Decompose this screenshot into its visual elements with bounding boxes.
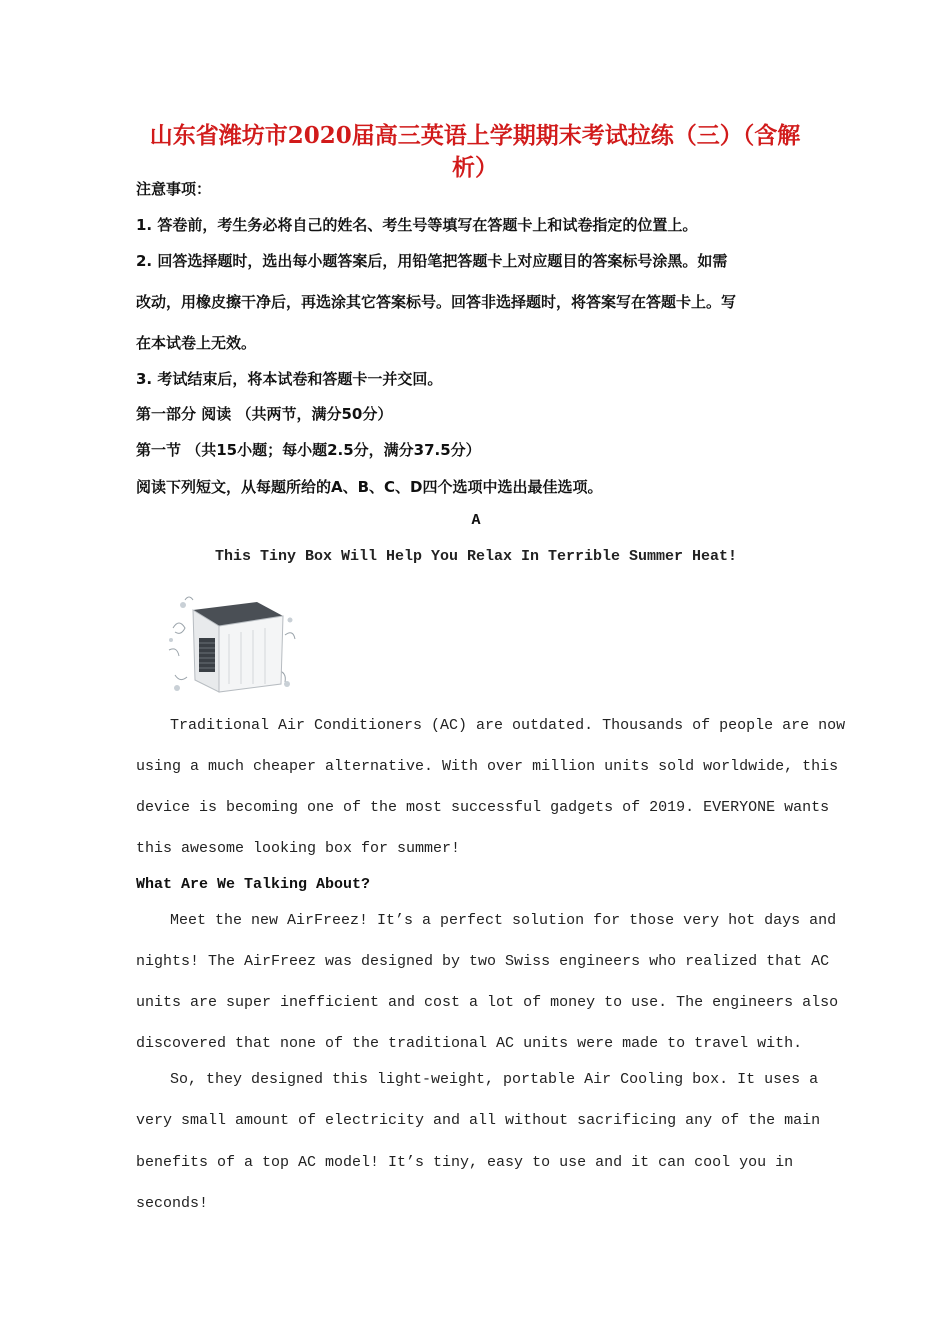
passage-subheading: What Are We Talking About? xyxy=(136,876,371,893)
document-title: 山东省潍坊市2020届高三英语上学期期末考试拉练（三）（含解析） xyxy=(149,122,801,181)
paragraph-3-line-1: So, they designed this light-weight, portable Air Cooling box. It uses a xyxy=(170,1071,819,1088)
paragraph-3-line-4: seconds! xyxy=(136,1195,209,1212)
paragraph-2-line-4: discovered that none of the traditional AC units were made to travel with. xyxy=(136,1035,803,1052)
paragraph-2-line-3: units are super inefficient and cost a lot of money to use. The engineers also xyxy=(136,994,839,1011)
paragraph-1-line-3: device is becoming one of the most successful gadgets of 2019. EVERYONE wants xyxy=(136,799,830,816)
notice-item-1: 1. 答卷前，考生务必将自己的姓名、考生号等填写在答题卡上和试卷指定的位置上。 xyxy=(136,216,698,234)
notice-item-2-line-2: 改动，用橡皮擦干净后，再选涂其它答案标号。回答非选择题时，将答案写在答题卡上。写 xyxy=(136,293,737,311)
part-heading: 第一部分 阅读 （共两节，满分50分） xyxy=(136,405,393,423)
air-cooler-device-icon xyxy=(165,580,300,700)
notice-item-2-line-3: 在本试卷上无效。 xyxy=(136,334,257,352)
paragraph-3-line-3: benefits of a top AC model! It’s tiny, easy to use and it can cool you in xyxy=(136,1154,794,1171)
paragraph-2-line-1: Meet the new AirFreez! It’s a perfect solution for those very hot days and xyxy=(170,912,837,929)
paragraph-1-line-1: Traditional Air Conditioners (AC) are outdated. Thousands of people are now xyxy=(170,717,846,734)
paragraph-1-line-2: using a much cheaper alternative. With over million units sold worldwide, this xyxy=(136,758,839,775)
passage-headline: This Tiny Box Will Help You Relax In Terrible Summer Heat! xyxy=(214,548,738,565)
section-heading: 第一节 （共15小题；每小题2.5分，满分37.5分） xyxy=(136,441,481,459)
paragraph-1-line-4: this awesome looking box for summer! xyxy=(136,840,461,857)
paragraph-2-line-2: nights! The AirFreez was designed by two Swiss engineers who realized that AC xyxy=(136,953,830,970)
notice-heading: 注意事项： xyxy=(136,180,212,198)
paragraph-3-line-2: very small amount of electricity and all without sacrificing any of the main xyxy=(136,1112,821,1129)
reading-instruction: 阅读下列短文，从每题所给的A、B、C、D四个选项中选出最佳选项。 xyxy=(136,478,603,496)
passage-letter: A xyxy=(471,512,481,529)
air-cooler-image xyxy=(165,580,300,700)
notice-item-3: 3. 考试结束后，将本试卷和答题卡一并交回。 xyxy=(136,370,443,388)
notice-item-2-line-1: 2. 回答选择题时，选出每小题答案后，用铅笔把答题卡上对应题目的答案标号涂黑。如需 xyxy=(136,252,728,270)
